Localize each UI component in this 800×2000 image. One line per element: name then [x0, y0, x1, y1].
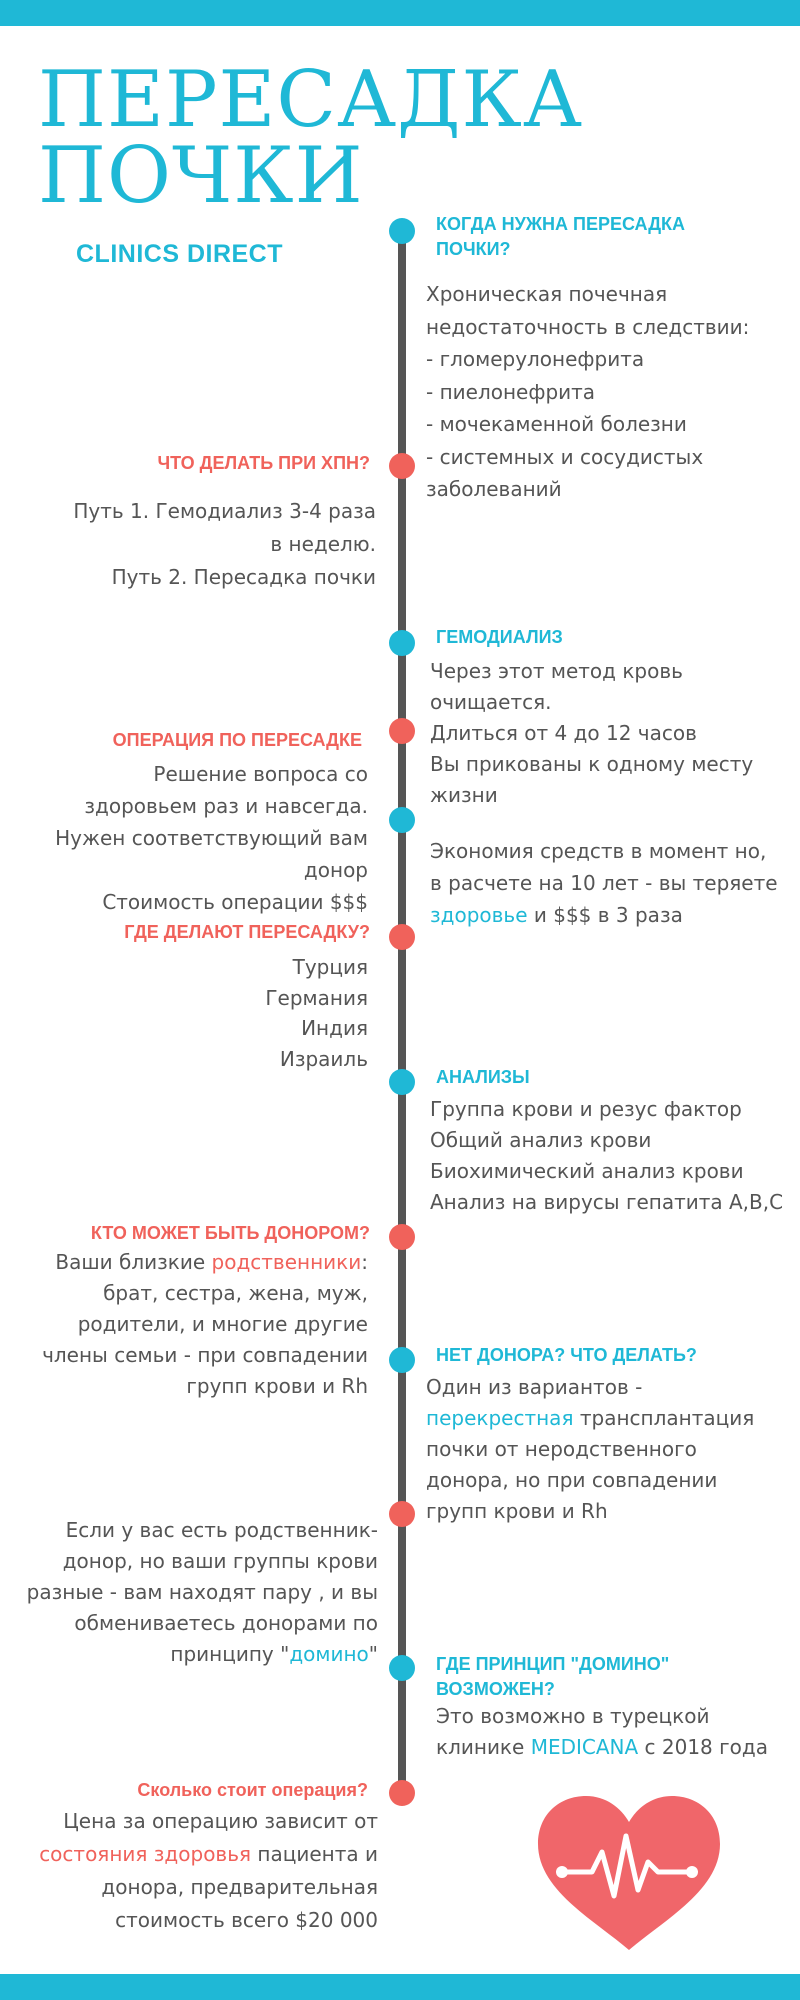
- domino-line: [436, 1732, 796, 1763]
- when-line: недостаточность в следствии:: [426, 314, 750, 339]
- timeline-dot-economy: [389, 807, 415, 833]
- when-line: заболеваний: [426, 477, 562, 501]
- domino-highlight: MEDICANA: [530, 1735, 639, 1759]
- when-text: [426, 278, 776, 506]
- tests-line: Общий анализ крови: [430, 1128, 652, 1152]
- tests-text: [430, 1094, 795, 1218]
- heartbeat-heart-icon: [534, 1792, 724, 1952]
- where-line: Турция: [292, 955, 368, 979]
- nodonor-line: [426, 1403, 791, 1434]
- tests-heading: АНАЛИЗЫ: [436, 1067, 530, 1087]
- nodonor-highlight: перекрестная: [426, 1406, 574, 1430]
- what-line: Путь 1. Гемодиализ 3-4 раза: [73, 499, 376, 523]
- donor-line: члены семьи - при совпадении: [42, 1343, 368, 1367]
- donor-heading: КТО МОЖЕТ БЫТЬ ДОНОРОМ?: [90, 1223, 370, 1243]
- economy-text: [430, 835, 795, 931]
- cost-highlight: состояния здоровья: [39, 1842, 252, 1866]
- what-line: в неделю.: [270, 532, 376, 556]
- tests-line: Биохимический анализ крови: [430, 1159, 744, 1183]
- domino-line: Это возможно в турецкой: [436, 1704, 710, 1728]
- exchange-line: Если у вас есть родственник-: [65, 1518, 378, 1542]
- domino-heading-line-1: ГДЕ ПРИНЦИП "ДОМИНО": [436, 1654, 670, 1674]
- operation-line: здоровьем раз и навсегда.: [84, 794, 368, 818]
- operation-line: Нужен соответствующий вам: [55, 826, 368, 850]
- timeline-dot-where: [389, 924, 415, 950]
- cost-heading: Сколько стоит операция?: [137, 1780, 368, 1800]
- when-line: Хроническая почечная: [426, 282, 668, 306]
- nodonor-heading: НЕТ ДОНОРА? ЧТО ДЕЛАТЬ?: [436, 1345, 697, 1365]
- domino-heading-line-2: ВОЗМОЖЕН?: [436, 1679, 555, 1699]
- exchange-line: [6, 1639, 378, 1670]
- nodonor-line: почки от неродственного: [426, 1437, 697, 1461]
- top-bar: [0, 0, 800, 26]
- where-line: Германия: [265, 985, 368, 1010]
- cost-text: [6, 1805, 378, 1937]
- donor-text: [10, 1247, 368, 1402]
- tests-line: Группа крови и резус фактор: [430, 1097, 742, 1121]
- nodonor-rest: трансплантация: [573, 1406, 755, 1430]
- donor-line: родители, и многие другие: [77, 1312, 368, 1336]
- exchange-highlight: домино: [289, 1642, 369, 1666]
- when-line: - мочекаменной болезни: [426, 412, 687, 436]
- when-heading-line-2: ПОЧКИ?: [436, 239, 511, 259]
- timeline-dot-nodonor: [389, 1347, 415, 1373]
- what-line: Путь 2. Пересадка почки: [111, 565, 376, 589]
- exchange-line: разные - вам находят пару , и вы: [26, 1580, 378, 1604]
- donor-post: :: [361, 1250, 368, 1274]
- when-heading-line-1: КОГДА НУЖНА ПЕРЕСАДКА: [436, 214, 686, 234]
- dialysis-heading: ГЕМОДИАЛИЗ: [436, 627, 563, 647]
- title-line-1: ПЕРЕСАДКА: [38, 55, 583, 145]
- dialysis-line: Длиться от 4 до 12 часов: [430, 721, 697, 745]
- page-title: [38, 55, 583, 221]
- exchange-post: ": [368, 1642, 378, 1666]
- what-text: [10, 495, 376, 594]
- exchange-line: донор, но ваши группы крови: [62, 1549, 378, 1573]
- exchange-text: [6, 1515, 378, 1670]
- donor-pre: Ваши близкие: [55, 1250, 212, 1274]
- timeline-dot-tests: [389, 1069, 415, 1095]
- bottom-bar: [0, 1974, 800, 2000]
- when-line: - гломерулонефрита: [426, 347, 645, 371]
- timeline-dot-cost: [389, 1780, 415, 1806]
- timeline-dot-domino: [389, 1655, 415, 1681]
- operation-line: Стоимость операции $$$: [102, 890, 368, 914]
- donor-line: брат, сестра, жена, муж,: [103, 1281, 368, 1305]
- timeline-dot-dialysis: [389, 630, 415, 656]
- economy-rest: и $$$ в 3 раза: [527, 903, 683, 927]
- cost-line: донора, предварительная: [101, 1875, 378, 1899]
- operation-line: Решение вопроса со: [153, 762, 368, 786]
- operation-heading: ОПЕРАЦИЯ ПО ПЕРЕСАДКЕ: [112, 730, 362, 750]
- brand-name: CLINICS DIRECT: [76, 240, 283, 268]
- nodonor-line: групп крови и Rh: [426, 1499, 608, 1523]
- economy-line: Экономия средств в момент но,: [430, 839, 767, 863]
- donor-line: групп крови и Rh: [186, 1374, 368, 1398]
- where-text: [60, 952, 368, 1074]
- economy-line: в расчете на 10 лет - вы теряете: [430, 871, 778, 895]
- operation-line: донор: [303, 858, 368, 882]
- dialysis-line: Вы прикованы к одному месту: [430, 752, 754, 776]
- timeline-dot-exchange: [389, 1501, 415, 1527]
- donor-line: [10, 1247, 368, 1278]
- when-line: - пиелонефрита: [426, 379, 596, 404]
- cost-line: стоимость всего $20 000: [115, 1908, 378, 1932]
- economy-highlight: здоровье: [430, 903, 528, 927]
- dialysis-line: жизни: [430, 783, 498, 807]
- when-line: - системных и сосудистых: [426, 444, 704, 469]
- dialysis-line: Через этот метод кровь: [430, 659, 683, 683]
- cost-line: [6, 1838, 378, 1871]
- timeline-dot-what: [389, 453, 415, 479]
- nodonor-text: [426, 1372, 791, 1527]
- where-line: Индия: [301, 1016, 368, 1040]
- what-heading: ЧТО ДЕЛАТЬ ПРИ ХПН?: [157, 453, 370, 473]
- economy-line: [430, 899, 795, 931]
- timeline-dot-when: [389, 218, 415, 244]
- domino-pre: клинике: [436, 1735, 531, 1759]
- dialysis-text: [430, 656, 790, 811]
- domino-post: с 2018 года: [638, 1735, 768, 1759]
- when-heading: [436, 212, 766, 262]
- operation-text: [10, 758, 368, 918]
- title-line-2: ПОЧКИ: [38, 131, 364, 221]
- dialysis-line: очищается.: [430, 690, 552, 714]
- cost-line: Цена за операцию зависит от: [63, 1809, 378, 1833]
- nodonor-line: Один из вариантов -: [426, 1375, 643, 1399]
- exchange-line: обмениваетесь донорами по: [74, 1611, 378, 1635]
- exchange-pre: принципу ": [170, 1642, 290, 1666]
- donor-highlight: родственники: [211, 1250, 362, 1274]
- domino-text: [436, 1701, 796, 1763]
- tests-line: Анализ на вирусы гепатита A,B,C: [430, 1190, 784, 1214]
- timeline-dot-operation: [389, 718, 415, 744]
- cost-rest: пациента и: [251, 1842, 378, 1866]
- timeline-dot-donor: [389, 1224, 415, 1250]
- nodonor-line: донора, но при совпадении: [426, 1468, 718, 1492]
- where-line: Израиль: [279, 1046, 368, 1071]
- domino-heading: [436, 1652, 766, 1702]
- where-heading: ГДЕ ДЕЛАЮТ ПЕРЕСАДКУ?: [124, 922, 370, 942]
